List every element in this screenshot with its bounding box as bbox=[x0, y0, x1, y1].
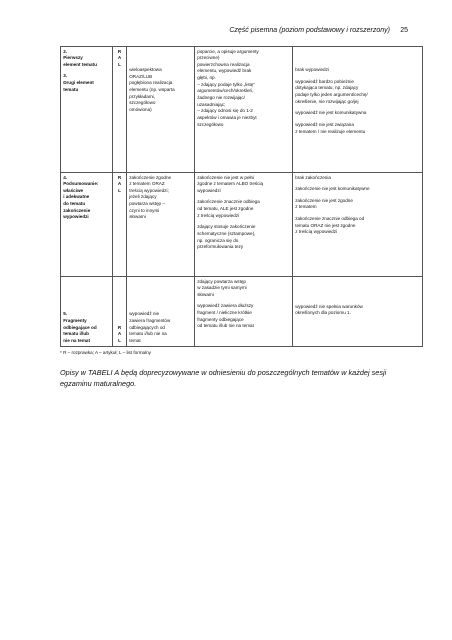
descriptor-line: wypowiedzi bbox=[197, 187, 221, 193]
descriptor-line: odbiegających od bbox=[129, 324, 165, 330]
descriptor-line: od tematu i/lub nie na temat bbox=[197, 323, 254, 329]
text-type-codes bbox=[113, 47, 127, 173]
descriptor-line: fragmenty odbiegające bbox=[197, 316, 244, 322]
descriptor-line: jeżeli zdający bbox=[129, 194, 157, 200]
footnote: * R – rozprawka; A – artykuł; L – list formalny bbox=[60, 350, 151, 355]
descriptor-line: zdający stosuje zakończenie bbox=[197, 224, 256, 230]
descriptor-line: określonych dla poziomu 1. bbox=[295, 310, 351, 316]
descriptor-line: przeciwne) bbox=[197, 55, 220, 61]
descriptor-line: wypowiedź bardzo pobieżnie bbox=[295, 78, 354, 84]
descriptor-line: zdający powtarza wstęp bbox=[197, 278, 246, 284]
descriptor-line: powtarza wstęp – bbox=[129, 201, 165, 207]
text-type-code: L bbox=[118, 187, 121, 193]
level-low-cell bbox=[293, 173, 423, 277]
descriptor-line: – zdający podaje tylko „listę” bbox=[197, 81, 255, 87]
text-type-code: A bbox=[117, 181, 122, 187]
text-type-code: A bbox=[117, 331, 122, 337]
criterion-line: 5. bbox=[63, 311, 68, 317]
criterion-line: nie na temat bbox=[63, 337, 90, 343]
descriptor-line: zawiera fragmentów bbox=[129, 317, 171, 323]
descriptor-line: przeformułowania tezy bbox=[197, 244, 244, 250]
level-low-cell bbox=[293, 47, 423, 173]
descriptor-line: pogłębiona realizacja bbox=[129, 80, 173, 86]
level-low-cell bbox=[293, 277, 423, 347]
descriptor-line: argumentów/cech/określeń, bbox=[197, 88, 254, 94]
descriptor-line: brak zakończenia bbox=[295, 174, 331, 180]
criterion-line: tematu i/lub bbox=[63, 331, 89, 337]
descriptor-line: zgodne z tematem ALBO treścią bbox=[197, 181, 264, 187]
descriptor-line: z tematem bbox=[295, 204, 317, 210]
descriptor-line: schematyczne (sztampowe), bbox=[197, 231, 256, 237]
level-mid-cell bbox=[195, 173, 293, 277]
descriptor-line: wypowiedź nie spełnia warunków bbox=[295, 303, 363, 309]
table-row bbox=[61, 47, 423, 173]
criterion-cell bbox=[61, 47, 113, 173]
descriptor-line: poparcie, a opisuje argumenty bbox=[197, 48, 259, 54]
descriptor-line: omówiona) bbox=[129, 106, 152, 112]
descriptor-line: wypowiedź nie bbox=[129, 311, 160, 317]
descriptor-line: zakończenie zgodne bbox=[129, 174, 172, 180]
descriptor-line: z treścią wypowiedzi bbox=[197, 212, 240, 218]
descriptor-line: z tematem ORAZ bbox=[129, 181, 165, 187]
level-high-cell bbox=[127, 173, 195, 277]
descriptor-line: elementu, wypowiedź brak bbox=[197, 68, 252, 74]
criterion-line: 3. bbox=[63, 73, 68, 79]
page-number: 25 bbox=[400, 27, 408, 34]
descriptor-line: np. ogranicza się do bbox=[197, 237, 239, 243]
descriptor-line: zakończenie nie jest zgodne bbox=[295, 197, 353, 203]
descriptor-line: wypowiedź nie jest związana bbox=[295, 121, 354, 127]
descriptor-line: wieloaspektowa bbox=[129, 67, 162, 72]
text-type-code: R bbox=[117, 48, 122, 54]
text-type-code: L bbox=[118, 337, 121, 343]
table-row bbox=[61, 277, 423, 347]
level-mid-cell bbox=[195, 47, 293, 173]
text-type-code: A bbox=[117, 55, 122, 61]
descriptor-line: tematu i/lub nie na bbox=[129, 331, 167, 337]
descriptor-line: zakończenie nie jest w pełni bbox=[197, 174, 255, 180]
descriptor-line: w zasadzie tymi samymi bbox=[197, 285, 247, 291]
descriptor-line: dotykająca tematu, np. zdający bbox=[295, 85, 359, 91]
criterion-line: odbiegające od bbox=[63, 324, 97, 330]
level-high-cell bbox=[127, 277, 195, 347]
descriptor-line: zakończenie znacznie odbiega bbox=[197, 199, 260, 205]
descriptor-line: fragment / nieliczne krótkie bbox=[197, 310, 252, 316]
descriptor-line: elementu (np. wsparta bbox=[129, 86, 175, 92]
descriptor-line: temat bbox=[129, 337, 141, 343]
page-header bbox=[0, 27, 452, 39]
descriptor-line: podaje tylko jeden argument/cechę/ bbox=[295, 91, 368, 97]
criterion-line: 4. bbox=[63, 174, 68, 180]
criterion-line: 2. bbox=[63, 48, 68, 54]
criterion-line: właściwe bbox=[63, 187, 84, 193]
criteria-table bbox=[60, 46, 423, 347]
criterion-line: tematu bbox=[63, 86, 79, 92]
criterion-line: wypowiedzi bbox=[63, 214, 89, 220]
descriptor-line: zakończenie znacznie odbiega od bbox=[295, 216, 365, 222]
descriptor-line: od tematu, ALE jest zgodne bbox=[197, 206, 254, 212]
descriptor-line: aspektów i omawia je niezbyt bbox=[197, 115, 257, 121]
text-type-codes bbox=[113, 277, 127, 347]
level-mid-cell bbox=[195, 277, 293, 347]
descriptor-line: słowami bbox=[197, 291, 214, 297]
table-row bbox=[61, 173, 423, 277]
criterion-cell bbox=[61, 277, 113, 347]
text-type-code: R bbox=[117, 324, 122, 330]
descriptor-line: z treścią wypowiedzi bbox=[295, 229, 338, 235]
criterion-cell bbox=[61, 173, 113, 277]
criterion-line: zakończenie bbox=[63, 207, 91, 213]
descriptor-line: uzasadniając; bbox=[197, 101, 226, 107]
descriptor-line: – zdający odnosi się do 1-2 bbox=[197, 108, 253, 114]
descriptor-line: żadnego nie rozwijając/ bbox=[197, 95, 245, 101]
criterion-line: i adekwatne bbox=[63, 194, 90, 200]
criterion-line: Podsumowanie: bbox=[63, 181, 99, 187]
criterion-line: do tematu bbox=[63, 201, 86, 207]
text-type-codes bbox=[113, 173, 127, 277]
criterion-line: Fragmenty bbox=[63, 317, 87, 323]
text-type-code: L bbox=[118, 61, 121, 67]
descriptor-line: ORAZ/LUB bbox=[129, 73, 153, 79]
descriptor-line: określenie, nie rozwijając go/jej bbox=[295, 98, 359, 104]
descriptor-line: brak wypowiedzi bbox=[295, 67, 329, 72]
descriptor-line: z tematem / nie realizuje elementu bbox=[295, 128, 366, 134]
descriptor-line: wypowiedź nie jest komunikatywna bbox=[295, 110, 367, 116]
descriptor-line: tematu ORAZ nie jest zgodne bbox=[295, 222, 356, 228]
closing-note: Opisy w TABELI A będą doprecyzowywane w odniesieniu do poszczególnych tematów w każdej sesji egzaminu maturalnego. bbox=[60, 368, 387, 389]
criterion-line: Drugi element bbox=[63, 80, 94, 86]
text-type-code: R bbox=[117, 174, 122, 180]
criterion-line: Pierwszy bbox=[63, 55, 83, 61]
descriptor-line: wypowiedź zawiera dłuższy bbox=[197, 303, 254, 309]
descriptor-line: szczegółowo bbox=[197, 121, 224, 127]
descriptor-line: czyni to innymi bbox=[129, 207, 160, 213]
descriptor-line: głębi, np. bbox=[197, 75, 216, 81]
descriptor-line: treścią wypowiedzi; bbox=[129, 187, 169, 193]
descriptor-line: słowami bbox=[129, 214, 146, 220]
descriptor-line: powierzchowna realizacja bbox=[197, 61, 250, 67]
level-high-cell bbox=[127, 47, 195, 173]
header-title: Część pisemna (poziom podstawowy i rozszerzony) bbox=[229, 27, 390, 34]
descriptor-line: szczegółowo bbox=[129, 100, 156, 106]
descriptor-line: przykładami, bbox=[129, 93, 155, 99]
criterion-line: element tematu bbox=[63, 61, 97, 67]
descriptor-line: zakończenie nie jest komunikatywne bbox=[295, 186, 370, 192]
